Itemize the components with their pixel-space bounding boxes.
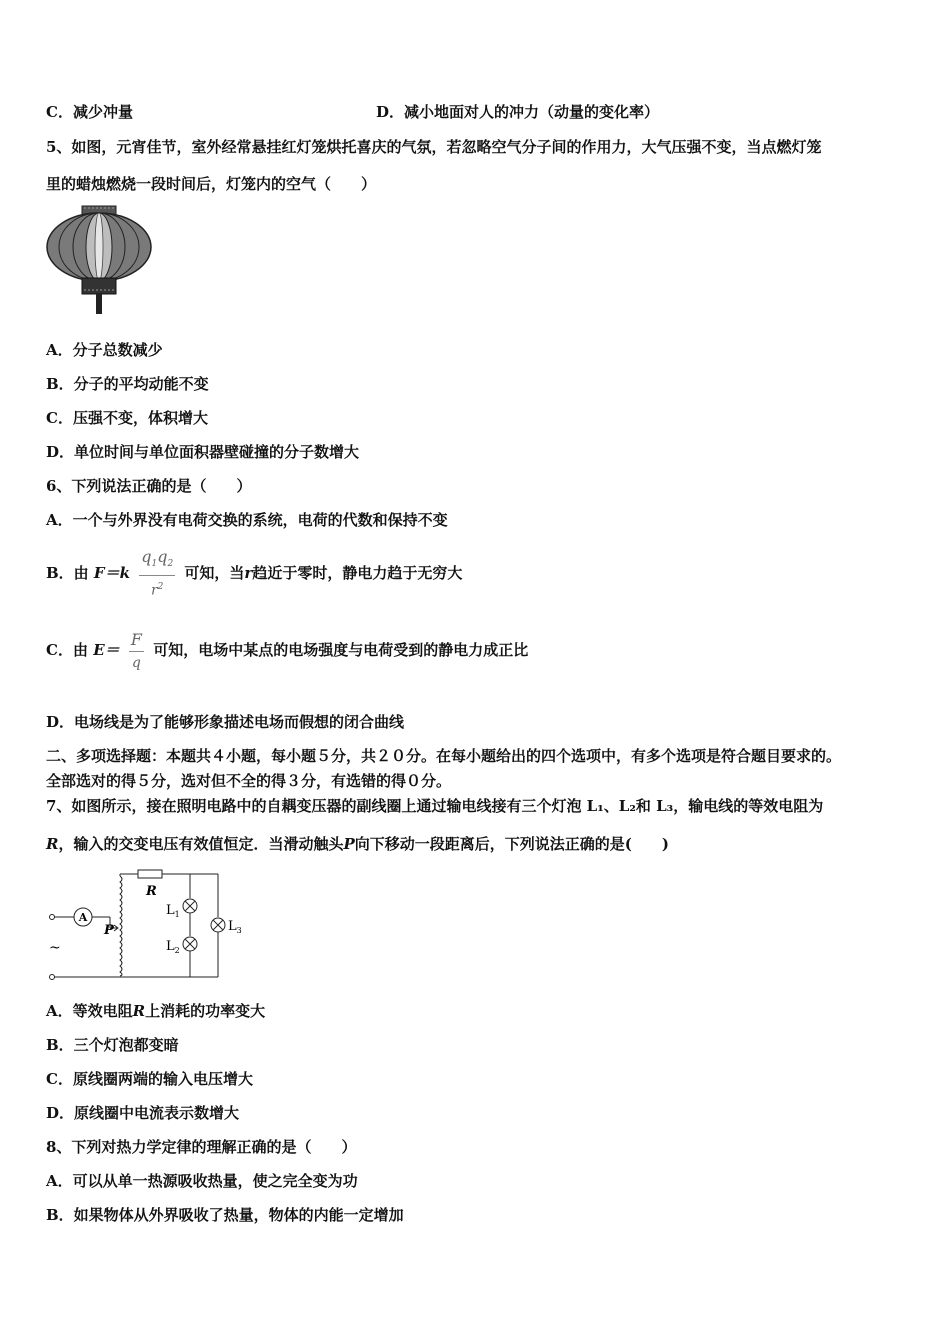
q6-option-b-text2: 趋近于零时，静电力趋于无穷大 (252, 563, 463, 582)
q6-option-c-formula: E＝ (93, 641, 120, 659)
q6-option-b-prefix: B．由 (46, 563, 89, 582)
lamp-l2-letter: L (166, 939, 175, 954)
q7-option-a-text: 上消耗的功率变大 (145, 1002, 266, 1020)
lamp-l3-sub: 3 (236, 926, 242, 935)
q7-option-a-prefix: A．等效电阻 (46, 1002, 133, 1020)
q7-option-a (46, 1001, 265, 1021)
q8-stem: 8、下列对热力学定律的理解正确的是（ ） (46, 1138, 357, 1156)
q7-option-b: B．三个灯泡都变暗 (46, 1036, 179, 1054)
q7-stem-text-b: 向下移动一段距离后，下列说法正确的是( ) (354, 835, 669, 853)
lantern-bottom-cap (82, 278, 116, 294)
lamp-l1-sub: 1 (174, 910, 180, 919)
lamp-l1-letter: L (166, 903, 175, 918)
transformer-coil (120, 876, 122, 976)
lantern-tassel (96, 294, 102, 314)
q5-option-d: D．单位时间与单位面积器壁碰撞的分子数增大 (46, 443, 360, 461)
q5-option-b: B．分子的平均动能不变 (46, 375, 209, 393)
q6-option-b (46, 546, 462, 602)
slider-label: P (104, 923, 114, 938)
q4-option-c: C．减少冲量 (46, 103, 133, 121)
q7-option-a-var: R (132, 1002, 146, 1020)
ac-symbol: ~ (49, 940, 61, 956)
q6-option-b-formula: F＝k (93, 563, 130, 582)
lamp-l2-sub: 2 (174, 946, 180, 955)
q5-option-c: C．压强不变，体积增大 (46, 409, 208, 427)
lantern-figure (44, 204, 156, 316)
q6-stem: 6、下列说法正确的是（ ） (46, 477, 252, 495)
q5-stem-line2: 里的蜡烛燃烧一段时间后，灯笼内的空气（ ） (46, 175, 377, 193)
q7-var-r: R (46, 835, 59, 853)
r-symbol: r (150, 582, 158, 599)
transformer-circuit-figure (44, 866, 254, 982)
field-fraction (129, 629, 144, 674)
field-denominator: q (131, 654, 141, 671)
q2-subscript: 2 (167, 559, 174, 570)
lamp-l3-label (228, 919, 242, 935)
input-terminal-top (50, 915, 55, 920)
q4-option-d: D．减小地面对人的冲力（动量的变化率） (376, 103, 660, 121)
q7-option-c: C．原线圈两端的输入电压增大 (46, 1070, 253, 1088)
q5-option-a: A．分子总数减少 (46, 341, 163, 359)
q6-option-c-text: 可知，电场中某点的电场强度与电荷受到的静电力成正比 (153, 641, 529, 659)
resistor-label: R (146, 884, 157, 899)
q6-option-a: A．一个与外界没有电荷交换的系统，电荷的代数和保持不变 (46, 511, 448, 529)
q1-symbol: q (141, 547, 152, 566)
q7-var-p: P (343, 835, 355, 853)
r-superscript: 2 (157, 582, 164, 593)
lamp-l2-label (166, 939, 180, 955)
resistor-symbol (138, 870, 162, 878)
coulomb-numerator (139, 546, 175, 576)
q6-option-d: D．电场线是为了能够形象描述电场而假想的闭合曲线 (46, 713, 405, 731)
q8-option-a: A．可以从单一热源吸收热量，使之完全变为功 (46, 1172, 358, 1190)
q6-option-b-text1: 可知，当 (184, 563, 245, 582)
q8-option-b: B．如果物体从外界吸收了热量，物体的内能一定增加 (46, 1206, 404, 1224)
q6-option-c-prefix: C．由 (46, 641, 88, 659)
section2-header-line1: 二、多项选择题：本题共４小题，每小题５分，共２０分。在每小题给出的四个选项中，有多个选项是符合题目要求的。 (46, 747, 842, 765)
q1-subscript: 1 (151, 559, 158, 570)
q7-stem-line1: 7、如图所示，接在照明电路中的自耦变压器的副线圈上通过输电线接有三个灯泡 L₁、L₂和 L₃，输电线的等效电阻为 (46, 797, 824, 815)
input-terminal-bottom (50, 975, 55, 980)
q7-option-d: D．原线圈中电流表示数增大 (46, 1104, 240, 1122)
q7-stem-text-a: ，输入的交变电压有效值恒定．当滑动触头 (58, 835, 344, 853)
lamp-l1-label (166, 903, 180, 919)
coulomb-denominator (139, 576, 175, 602)
section2-header-line2: 全部选对的得５分，选对但不全的得３分，有选错的得０分。 (46, 772, 452, 790)
lamp-l3-letter: L (228, 919, 237, 934)
q6-option-b-var: r (244, 563, 253, 582)
coulomb-fraction (139, 546, 175, 602)
q7-stem-line2 (46, 834, 669, 854)
field-numerator: F (129, 629, 144, 652)
q2-symbol: q (157, 547, 168, 566)
ammeter-label: A (78, 911, 88, 924)
q5-stem-line1: 5、如图，元宵佳节，室外经常悬挂红灯笼烘托喜庆的气氛，若忽略空气分子间的作用力，大气压强不变，当点燃灯笼 (46, 138, 822, 156)
q6-option-c (46, 628, 528, 674)
